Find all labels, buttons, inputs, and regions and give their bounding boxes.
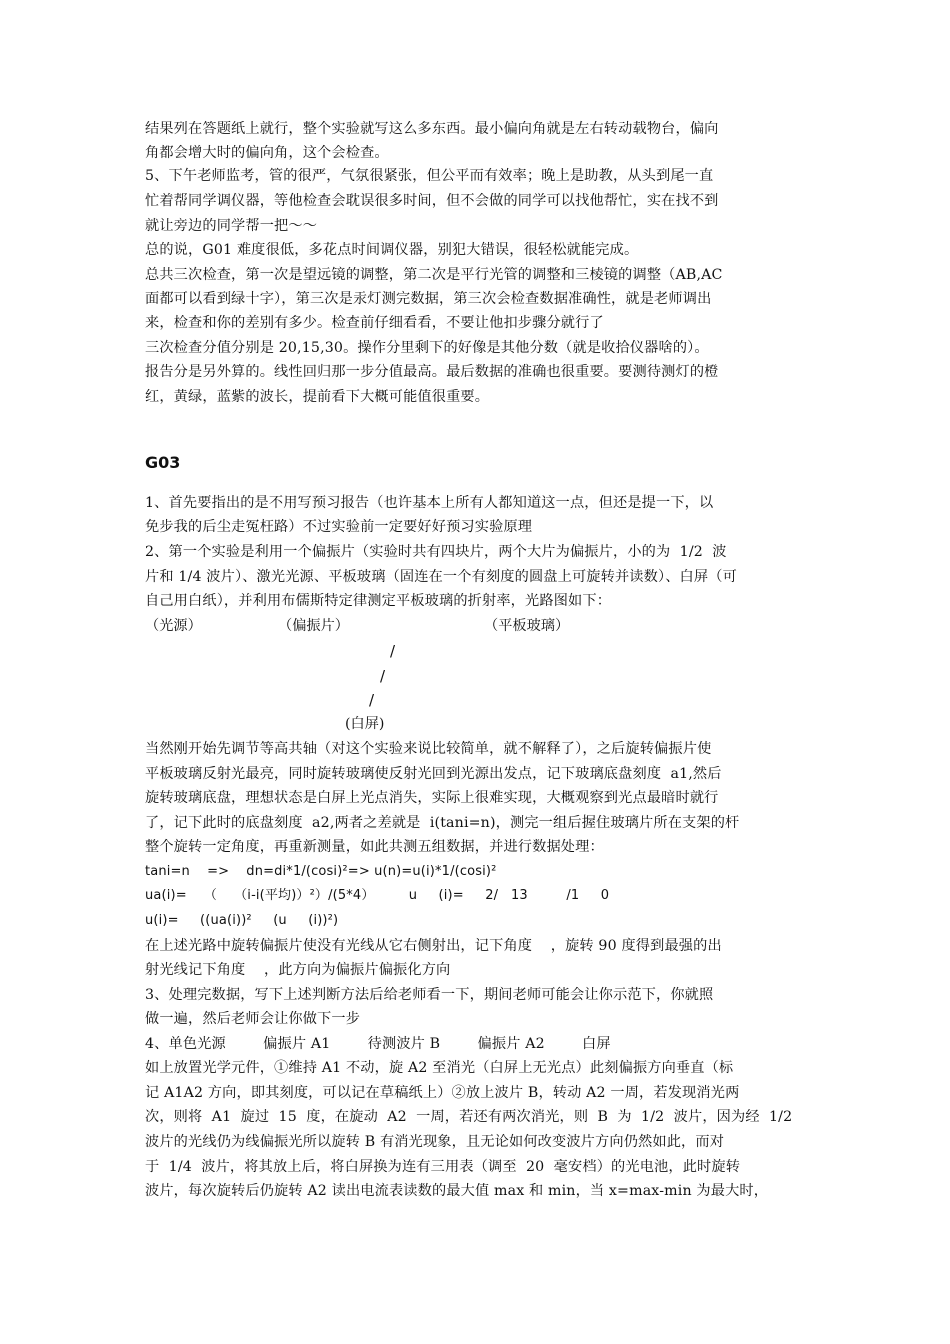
section-line-8: 旋转玻璃底盘，理想状态是白屏上光点消失，实际上很难实现，大概观察到光点最暗时就行 bbox=[145, 790, 719, 806]
section-line-1: 1、首先要指出的是不用写预习报告（也许基本上所有人都知道这一点，但还是提一下，以 bbox=[145, 495, 714, 511]
intro-line-8: 面都可以看到绿十字），第三次是汞灯测完数据，第三次会检查数据准确性，就是老师调出 bbox=[145, 291, 712, 307]
intro-line-9: 来，检查和你的差别有多少。检查前仔细看看，不要让他扣步骤分就行了 bbox=[145, 315, 604, 331]
section-line-4: 片和 1/4 波片）、激光光源、平板玻璃（固连在一个有刻度的圆盘上可旋转并读数）、白屏（可 bbox=[145, 569, 737, 585]
section-line-2: 免步我的后尘走冤枉路）不过实验前一定要好好预习实验原理 bbox=[145, 519, 533, 535]
diagram-light-path-2: / bbox=[380, 667, 386, 685]
section-line-20: 于 1/4 波片，将其放上后，将白屏换为连有三用表（调至 20 毫安档）的光电池，此时旋转 bbox=[145, 1159, 741, 1175]
diagram-label-screen: (白屏) bbox=[345, 716, 385, 732]
section-line-13: 3、处理完数据，写下上述判断方法后给老师看一下，期间老师可能会让你示范下，你就照 bbox=[145, 987, 714, 1003]
diagram-light-path-3: / bbox=[369, 691, 375, 709]
section-line-16: 如上放置光学元件，①维持 A1 不动，旋 A2 至消光（白屏上无光点）此刻偏振方向垂直（标 bbox=[145, 1060, 734, 1076]
section-line-9: 了，记下此时的底盘刻度 a2,两者之差就是 i(tani=n)，测完一组后握住玻璃片所在支架的杆 bbox=[145, 815, 740, 831]
section-line-12: 射光线记下角度 ，此方向为偏振片偏振化方向 bbox=[145, 962, 451, 978]
formula-line-2: ua(i)= （ （i-i(平均)）²）/(5*4） u (i)= 2/ 13 /1 0 bbox=[145, 888, 610, 903]
section-line-17: 记 A1A2 方向，即其刻度，可以记在草稿纸上）②放上波片 B，转动 A2 一周，若发现消光两 bbox=[145, 1085, 740, 1101]
intro-line-1: 结果列在答题纸上就行，整个实验就写这么多东西。最小偏向角就是左右转动载物台，偏向 bbox=[145, 121, 719, 137]
intro-line-10: 三次检查分值分别是 20,15,30。操作分里剩下的好像是其他分数（就是收拾仪器啥的）。 bbox=[145, 340, 709, 356]
intro-line-3: 5、下午老师监考，管的很严，气氛很紧张，但公平而有效率；晚上是助教，从头到尾一直 bbox=[145, 168, 714, 184]
section-line-6: 当然刚开始先调节等高共轴（对这个实验来说比较简单，就不解释了），之后旋转偏振片使 bbox=[145, 741, 712, 757]
section-line-14: 做一遍，然后老师会让你做下一步 bbox=[145, 1011, 361, 1027]
intro-line-4: 忙着帮同学调仪器，等他检查会耽误很多时间，但不会做的同学可以找他帮忙，实在找不到 bbox=[145, 193, 719, 209]
section-line-3: 2、第一个实验是利用一个偏振片（实验时共有四块片，两个大片为偏振片，小的为 1/2 波 bbox=[145, 544, 727, 560]
intro-line-5: 就让旁边的同学帮一把～～ bbox=[145, 218, 318, 234]
diagram-light-path-1: / bbox=[390, 642, 396, 660]
section-line-15: 4、单色光源 偏振片 A1 待测波片 B 偏振片 A2 白屏 bbox=[145, 1036, 611, 1052]
section-line-18: 次，则将 A1 旋过 15 度，在旋动 A2 一周，若还有两次消光，则 B 为 1/2 波片，因为经 1/2 bbox=[145, 1109, 793, 1125]
intro-line-6: 总的说，G01 难度很低，多花点时间调仪器，别犯大错误，很轻松就能完成。 bbox=[145, 242, 639, 258]
section-line-11: 在上述光路中旋转偏振片使没有光线从它右侧射出，记下角度 ，旋转 90 度得到最强的出 bbox=[145, 938, 722, 954]
intro-line-11: 报告分是另外算的。线性回归那一步分值最高。最后数据的准确也很重要。要测待测灯的橙 bbox=[145, 364, 719, 380]
intro-line-7: 总共三次检查，第一次是望远镜的调整，第二次是平行光管的调整和三棱镜的调整（AB,AC bbox=[145, 267, 723, 283]
section-line-10: 整个旋转一定角度，再重新测量，如此共测五组数据，并进行数据处理： bbox=[145, 839, 604, 855]
formula-line-1: tani=n => dn=di*1/(cosi)²=> u(n)=u(i)*1/(cosi)² bbox=[145, 864, 497, 879]
diagram-label-polarizer: （偏振片） bbox=[278, 618, 349, 634]
diagram-label-glass: （平板玻璃） bbox=[484, 618, 570, 634]
intro-line-12: 红，黄绿，蓝紫的波长，提前看下大概可能值很重要。 bbox=[145, 389, 490, 405]
section-line-7: 平板玻璃反射光最亮，同时旋转玻璃使反射光回到光源出发点，记下玻璃底盘刻度 a1,然后 bbox=[145, 766, 722, 782]
section-heading-g03: G03 bbox=[145, 453, 181, 472]
formula-line-3: u(i)= ((ua(i))² (u (i))²) bbox=[145, 913, 339, 928]
section-line-21: 波片，每次旋转后仍旋转 A2 读出电流表读数的最大值 max 和 min，当 x=max-min 为最大时， bbox=[145, 1183, 769, 1199]
section-line-5: 自己用白纸），并利用布儒斯特定律测定平板玻璃的折射率，光路图如下： bbox=[145, 593, 612, 609]
intro-line-2: 角都会增大时的偏向角，这个会检查。 bbox=[145, 145, 389, 161]
diagram-label-source: （光源） bbox=[145, 618, 202, 634]
section-line-19: 波片的光线仍为线偏振光所以旋转 B 有消光现象，且无论如何改变波片方向仍然如此，而对 bbox=[145, 1134, 725, 1150]
